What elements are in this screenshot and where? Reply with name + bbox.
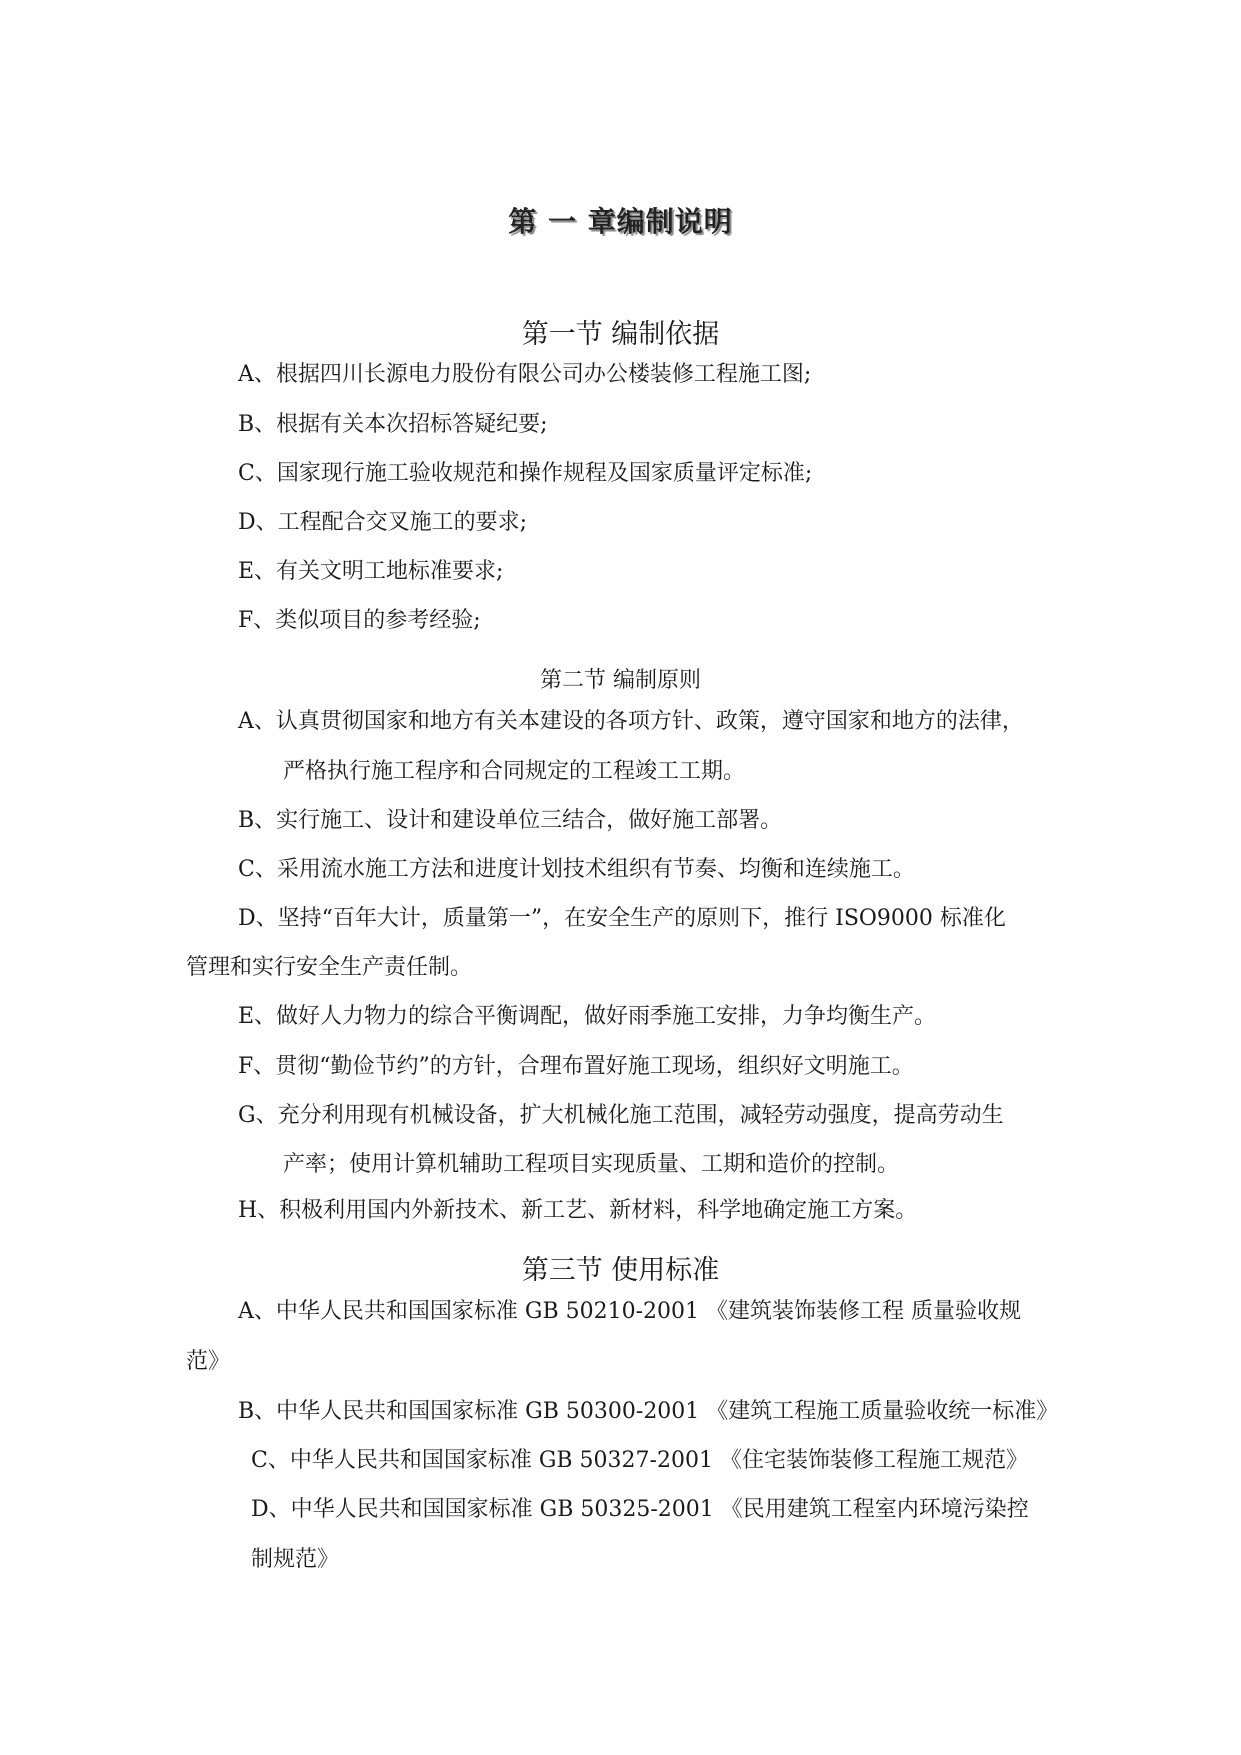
section-2-item-g: G、充分利用现有机械设备，扩大机械化施工范围，减轻劳动强度，提高劳动生	[238, 1103, 1004, 1128]
section-3-item-a: A、中华人民共和国国家标准 GB 50210-2001 《建筑装饰装修工程 质量验收规	[238, 1299, 1022, 1324]
section-1-item-e: E、有关文明工地标准要求;	[238, 559, 504, 584]
section-3-item-d: D、中华人民共和国国家标准 GB 50325-2001 《民用建筑工程室内环境污染控	[251, 1497, 1029, 1522]
section-3-item-c: C、中华人民共和国国家标准 GB 50327-2001 《住宅装饰装修工程施工规范》	[251, 1448, 1028, 1473]
section-3-item-b: B、中华人民共和国国家标准 GB 50300-2001 《建筑工程施工质量验收统一标准》	[238, 1399, 1059, 1424]
section-3-title: 第三节 使用标准	[521, 1255, 720, 1286]
section-2-item-h: H、积极利用国内外新技术、新工艺、新材料，科学地确定施工方案。	[238, 1198, 918, 1223]
section-2-item-d-cont: 管理和实行安全生产责任制。	[186, 955, 473, 980]
section-2-item-d: D、坚持“百年大计，质量第一”，在安全生产的原则下，推行 ISO9000 标准化	[238, 906, 1006, 931]
section-2-item-b: B、实行施工、设计和建设单位三结合，做好施工部署。	[238, 808, 783, 833]
section-2-item-a-cont: 严格执行施工程序和合同规定的工程竣工工期。	[283, 759, 746, 784]
section-2-title: 第二节 编制原则	[540, 668, 701, 693]
section-1-title: 第一节 编制依据	[521, 319, 720, 350]
section-1-item-f: F、类似项目的参考经验;	[238, 608, 481, 633]
section-1-item-a: A、根据四川长源电力股份有限公司办公楼装修工程施工图;	[238, 362, 812, 387]
section-3-item-d-cont: 制规范》	[251, 1547, 340, 1572]
section-1-item-b: B、根据有关本次招标答疑纪要;	[238, 412, 548, 437]
section-2-item-f: F、贯彻“勤俭节约”的方针，合理布置好施工现场，组织好文明施工。	[238, 1054, 914, 1079]
section-2-item-g-cont: 产率；使用计算机辅助工程项目实现质量、工期和造价的控制。	[283, 1152, 900, 1177]
section-3-item-a-cont: 范》	[186, 1349, 231, 1374]
chapter-title: 第 一 章编制说明	[508, 205, 733, 238]
section-1-item-d: D、工程配合交叉施工的要求;	[238, 510, 528, 535]
section-2-item-c: C、采用流水施工方法和进度计划技术组织有节奏、均衡和连续施工。	[238, 857, 915, 882]
section-2-item-e: E、做好人力物力的综合平衡调配，做好雨季施工安排，力争均衡生产。	[238, 1004, 937, 1029]
section-1-item-c: C、国家现行施工验收规范和操作规程及国家质量评定标准;	[238, 461, 813, 486]
section-2-item-a: A、认真贯彻国家和地方有关本建设的各项方针、政策，遵守国家和地方的法律，	[238, 709, 1024, 734]
